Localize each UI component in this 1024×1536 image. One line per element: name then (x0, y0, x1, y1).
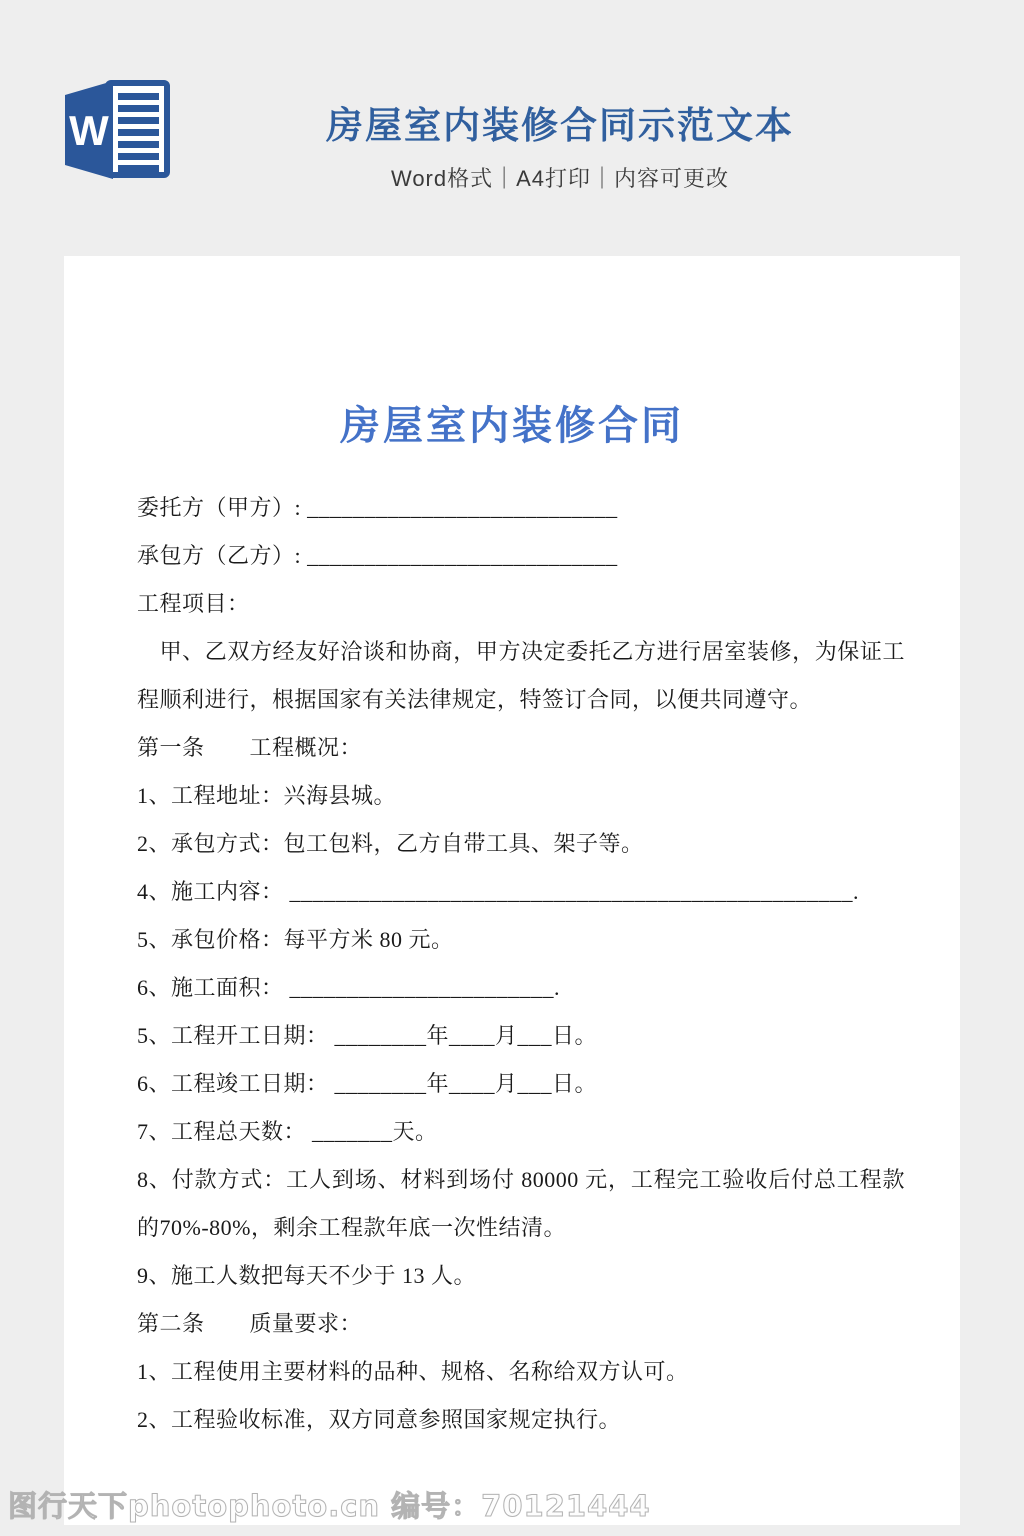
document-paragraph: 9、施工人数把每天不少于 13 人。 (137, 1263, 477, 1288)
document-paragraph: 第一条 工程概况： (137, 735, 363, 760)
document-paragraph: 2、承包方式：包工包料，乙方自带工具、架子等。 (137, 831, 644, 856)
document-paragraph: 工程项目： (137, 591, 250, 616)
document-paragraph: 2、工程验收标准，双方同意参照国家规定执行。 (137, 1407, 622, 1432)
document-paragraph: 8、付款方式：工人到场、材料到场付 80000 元，工程完工验收后付总工程款的70%-80%，剩余工程款年底一次性结清。 (137, 1167, 905, 1240)
document-paragraph: 甲、乙双方经友好洽谈和协商，甲方决定委托乙方进行居室装修，为保证工程顺利进行，根据国家有关法律规定，特签订合同，以便共同遵守。 (137, 639, 905, 712)
document-paragraph: 委托方（甲方）: ___________________________ (137, 495, 618, 520)
document-paragraph: 6、施工面积： _______________________. (137, 975, 561, 1000)
word-logo-graphic (55, 76, 177, 184)
document-page (64, 256, 960, 1525)
document-body (64, 484, 960, 1444)
header-text (180, 95, 940, 193)
word-icon-letter: W (69, 107, 109, 154)
document-paragraph: 7、工程总天数： _______天。 (137, 1119, 438, 1144)
document-paragraph: 4、施工内容： _________________________________________________. (137, 879, 860, 904)
document-title: 房屋室内装修合同 (340, 403, 684, 448)
header-subtitle: Word格式｜A4打印｜内容可更改 (390, 166, 730, 191)
document-paragraph: 5、承包价格：每平方米 80 元。 (137, 927, 454, 952)
header (0, 0, 1024, 256)
document-paragraph: 6、工程竣工日期： ________年____月___日。 (137, 1071, 598, 1096)
document-paragraph: 第二条 质量要求： (137, 1311, 363, 1336)
document-paragraph: 1、工程地址：兴海县城。 (137, 783, 397, 808)
document-paragraph: 1、工程使用主要材料的品种、规格、名称给双方认可。 (137, 1359, 689, 1384)
watermark-text: 图行天下photophoto.cn 编号：70121444 (8, 1489, 651, 1523)
header-title: 房屋室内装修合同示范文本 (326, 105, 794, 146)
word-icon (55, 76, 177, 184)
document-paragraph: 承包方（乙方）: ___________________________ (137, 543, 618, 568)
document-paragraph: 5、工程开工日期： ________年____月___日。 (137, 1023, 598, 1048)
